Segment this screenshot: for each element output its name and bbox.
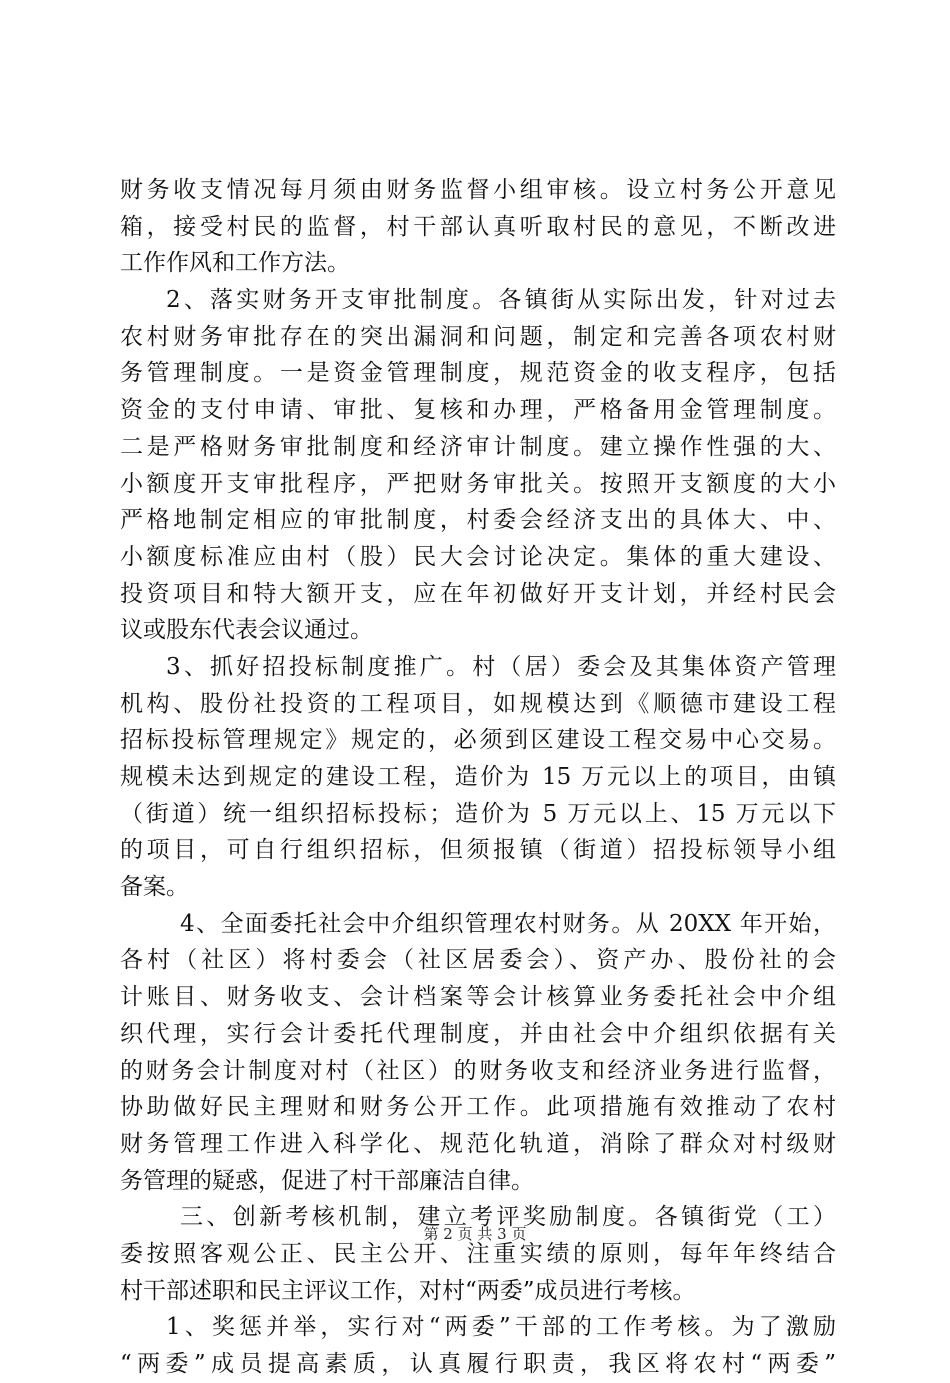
text-line: 议或股东代表会议通过。 bbox=[120, 617, 373, 644]
text-line: 3、抓好招投标制度推广。村（居）委会及其集体资产管理 bbox=[166, 653, 836, 680]
text-line: 4、全面委托社会中介组织管理农村财务。从 20XX 年开始， bbox=[180, 910, 836, 937]
text-line: 务管理制度。一是资金管理制度，规范资金的收支程序，包括 bbox=[120, 360, 836, 387]
text-line: 务管理的疑惑，促进了村干部廉洁自律。 bbox=[120, 1167, 534, 1194]
text-line: 各村（社区）将村委会（社区居委会）、资产办、股份社的会 bbox=[120, 947, 836, 974]
text-line: 1、奖惩并举，实行对“两委”干部的工作考核。为了激励 bbox=[166, 1314, 836, 1341]
text-line: 委按照客观公正、民主公开、注重实绩的原则，每年年终结合 bbox=[120, 1240, 836, 1267]
text-line: 严格地制定相应的审批制度，村委会经济支出的具体大、中、 bbox=[120, 507, 836, 534]
text-line: 的项目，可自行组织招标，但须报镇（街道）招投标领导小组 bbox=[120, 837, 836, 864]
text-line: 规模未达到规定的建设工程，造价为 15 万元以上的项目，由镇 bbox=[120, 764, 836, 790]
text-line: 工作作风和工作方法。 bbox=[120, 250, 350, 277]
text-line: 招标投标管理规定》规定的，必须到区建设工程交易中心交易。 bbox=[120, 727, 836, 754]
text-line: 资金的支付申请、审批、复核和办理，严格备用金管理制度。 bbox=[120, 397, 836, 424]
text-line: 备案。 bbox=[120, 874, 189, 901]
text-line: 村干部述职和民主评议工作，对村“两委”成员进行考核。 bbox=[120, 1277, 696, 1304]
text-line: 机构、股份社投资的工程项目，如规模达到《顺德市建设工程 bbox=[120, 690, 836, 717]
text-line: 小额度开支审批程序，严把财务审批关。按照开支额度的大小 bbox=[120, 470, 836, 497]
page-footer: 第 2 页 共 3 页 bbox=[423, 1225, 527, 1243]
text-line: 2、落实财务开支审批制度。各镇街从实际出发，针对过去 bbox=[166, 287, 836, 314]
text-line: 织代理，实行会计委托代理制度，并由社会中介组织依据有关 bbox=[120, 1020, 836, 1047]
document-body bbox=[120, 172, 836, 1383]
text-line: 协助做好民主理财和财务公开工作。此项措施有效推动了农村 bbox=[120, 1094, 836, 1121]
text-line: “两委”成员提高素质，认真履行职责，我区将农村“两委” bbox=[120, 1351, 836, 1377]
text-line: （街道）统一组织招标投标；造价为 5 万元以上、15 万元以下 bbox=[120, 800, 836, 827]
text-line: 三、创新考核机制，建立考评奖励制度。各镇街党（工） bbox=[180, 1204, 836, 1231]
text-line: 财务管理工作进入科学化、规范化轨道，消除了群众对村级财 bbox=[120, 1130, 836, 1157]
text-line: 投资项目和特大额开支，应在年初做好开支计划，并经村民会 bbox=[120, 580, 836, 607]
text-line: 的财务会计制度对村（社区）的财务收支和经济业务进行监督， bbox=[120, 1057, 836, 1084]
text-line: 计账目、财务收支、会计档案等会计核算业务委托社会中介组 bbox=[120, 984, 836, 1011]
text-line: 财务收支情况每月须由财务监督小组审核。设立村务公开意见 bbox=[120, 177, 836, 203]
text-line: 小额度标准应由村（股）民大会讨论决定。集体的重大建设、 bbox=[120, 543, 836, 570]
text-line: 二是严格财务审批制度和经济审计制度。建立操作性强的大、 bbox=[120, 433, 836, 460]
text-line: 农村财务审批存在的突出漏洞和问题，制定和完善各项农村财 bbox=[120, 323, 836, 350]
text-line: 箱，接受村民的监督，村干部认真听取村民的意见，不断改进 bbox=[120, 213, 836, 240]
